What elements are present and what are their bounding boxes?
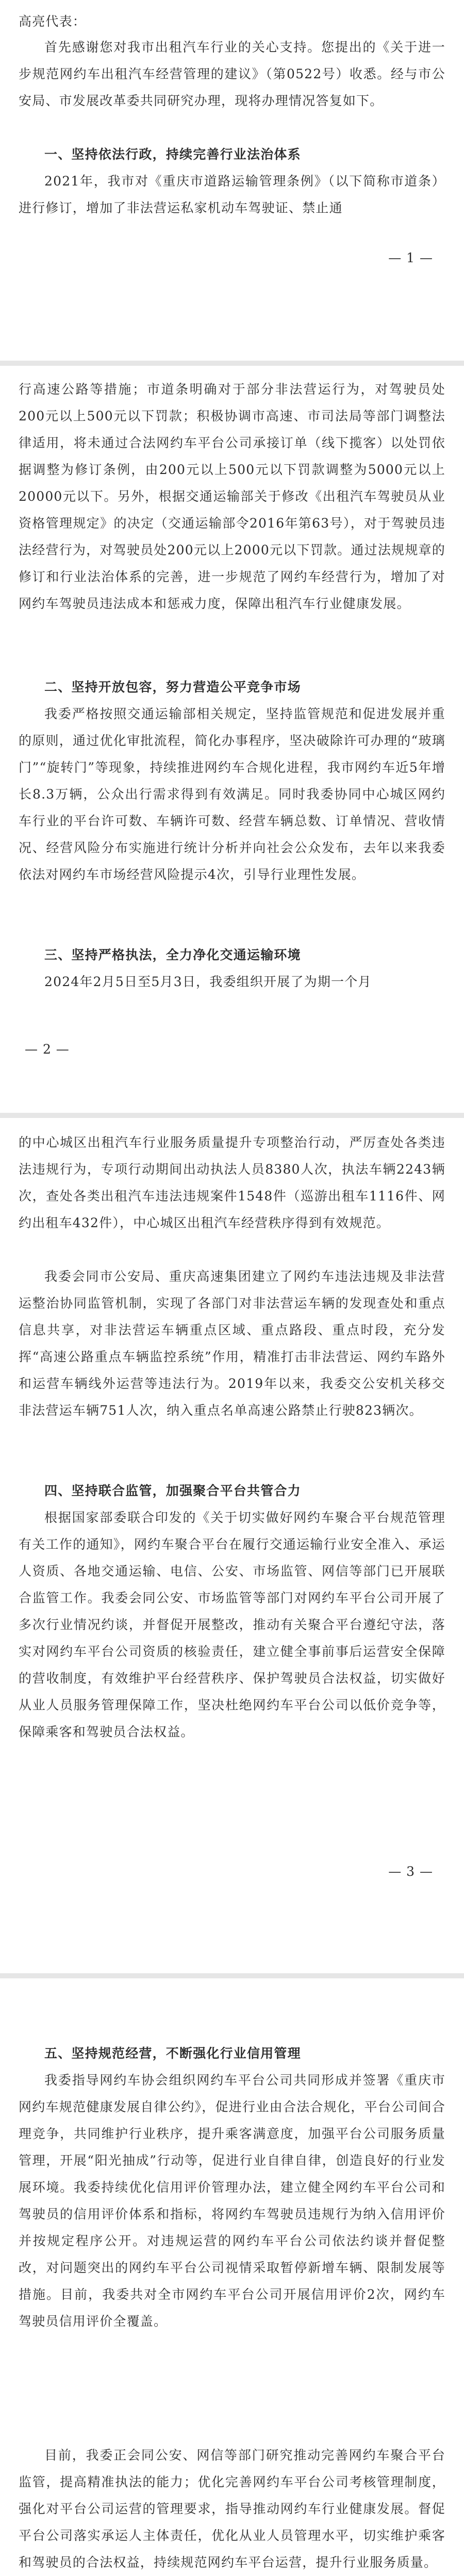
page-number: — 3 — [388, 1864, 433, 1879]
page-3 [0, 1118, 464, 1973]
section-heading-2: 二、坚持开放包容，努力营造公平竞争市场 [44, 680, 301, 694]
paragraph-section-4: 根据国家部委联合印发的《关于切实做好网约车聚合平台规范管理有关工作的通知》，网约车聚合平台在履行交通运输行业安全准入、承运人资质、各地交通运输、电信、公安、市场监管、网信等部门已开展联合监管工作。我委会同公安、市场监管等部门对网约车平台公司开展了多次行业情况约谈，并督促开展整改，推动有关聚合平台遵纪守法，落实对网约车平台公司资质的核验责任，建立健全事前事后运营安全保障的营收制度，有效维护平台经营秩序、保护驾驶员合法权益，切实做好从业人员服务管理保障工作，坚决杜绝网约车平台公司以低价竞争等，保障乘客和驾驶员合法权益。 [19, 1510, 445, 1739]
section-heading-3: 三、坚持严格执法，全力净化交通运输环境 [44, 947, 301, 962]
paragraph-section-1-start: 2021年，我市对《重庆市道路运输管理条例》（以下简称市道条）进行修订，增加了非法营运私家机动车驾驶证、禁止通 [19, 174, 445, 215]
section-heading-1: 一、坚持依法行政，持续完善行业法治体系 [44, 147, 301, 162]
page-divider [0, 1973, 464, 1978]
salutation: 高亮代表： [19, 14, 87, 29]
paragraph-joint-enforcement: 我委会同市公安局、重庆高速集团建立了网约车违法违规及非法营运整治协同监管机制，实现了各部门对非法营运车辆的发现查处和重点信息共享，对非法营运车辆重点区域、重点路段、重点时段，充分发挥“高速公路重点车辆监控系统”作用，精准打击非法营运、网约车路外和运营车辆线外运营等违法行为。2019年以来，我委交公安机关移交非法营运车辆751人次，纳入重点名单高速公路禁止行驶823辆次。 [19, 1269, 445, 1418]
section-heading-5: 五、坚持规范经营，不断强化行业信用管理 [44, 2046, 301, 2061]
page-2 [0, 366, 464, 1113]
paragraph-section-3-continued: 的中心城区出租汽车行业服务质量提升专项整治行动，严厉查处各类违法违规行为，专项行动期间出动执法人员8380人次，执法车辆2243辆次，查处各类出租汽车违法违规案件1548件（巡游出租车1116件、网约出租车432件），中心城区出租汽车经营秩序得到有效规范。 [19, 1135, 445, 1230]
paragraph-section-5: 我委指导网约车协会组织网约车平台公司共同形成并签署《重庆市网约车规范健康发展自律公约》，促进行业由合法合规化，平台公司间合理竞争，共同维护行业秩序，提升乘客满意度，加强平台公司服务质量管理，开展“阳光抽成”行动等，促进行业自律自律，创造良好的行业发展环境。我委持续优化信用评价管理办法，建立健全网约车平台公司和驾驶员的信用评价体系和指标，将网约车驾驶员违规行为纳入信用评价并按规定程序公开。对违规运营的网约车平台公司依法约谈并督促整改，对问题突出的网约车平台公司视情采取暂停新增车辆、限制发展等措施。目前，我委共对全市网约车平台公司开展信用评价2次，网约车驾驶员信用评价全覆盖。 [19, 2073, 445, 2329]
intro-paragraph: 首先感谢您对我市出租汽车行业的关心支持。您提出的《关于进一步规范网约车出租汽车经营管理的建议》（第0522号）收悉。经与市公安局、市发展改革委共同研究办理，现将办理情况答复如下。 [19, 40, 445, 108]
paragraph-next-steps: 目前，我委正会同公安、网信等部门研究推动完善网约车聚合平台监管，提高精准执法的能力；优化完善网约车平台公司考核管理制度，强化对平台公司运营的管理要求，指导推动网约车行业健康发展。督促平台公司落实承运人主体责任，优化从业人员管理水平，切实维护乘客和驾驶员的合法权益，持续规范网约车平台运营，提升行业服务质量。 [19, 2448, 445, 2570]
page-4 [0, 1978, 464, 2576]
page-1 [0, 0, 464, 361]
page-divider [0, 1113, 464, 1118]
paragraph-section-1-continued: 行高速公路等措施；市道条明确对于部分非法营运行为，对驾驶员处200元以上500元以下罚款；积极协调市高速、市司法局等部门调整法律适用，将未通过合法网约车平台公司承接订单（线下揽客）以处罚依据调整为修订条例，由200元以上500元以下罚款调整为5000元以上20000元以下。另外，根据交通运输部关于修改《出租汽车驾驶员从业资格管理规定》的决定（交通运输部令2016年第63号），对于驾驶员违法经营行为，对驾驶员处200元以上2000元以下罚款。通过法规规章的修订和行业法治体系的完善，进一步规范了网约车经营行为，增加了对网约车驾驶员违法成本和惩戒力度，保障出租汽车行业健康发展。 [19, 382, 445, 611]
paragraph-section-2: 我委严格按照交通运输部相关规定，坚持监管规范和促进发展并重的原则，通过优化审批流程，简化办事程序，坚决破除许可办理的“玻璃门”“旋转门”等现象，持续推进网约车合规化进程，我市网约车近5年增长8.3万辆，公众出行需求得到有效满足。同时我委协同中心城区网约车行业的平台许可数、车辆许可数、经营车辆总数、订单情况、营收情况、经营风险分布实施进行统计分析并向社会公众发布，去年以来我委依法对网约车市场经营风险提示4次，引导行业理性发展。 [19, 706, 445, 882]
section-heading-4: 四、坚持联合监管，加强聚合平台共管合力 [44, 1483, 301, 1498]
page-number: — 1 — [388, 250, 433, 265]
paragraph-section-3-start: 2024年2月5日至5月3日，我委组织开展了为期一个月 [44, 974, 372, 989]
page-number: — 2 — [25, 1042, 70, 1057]
page-divider [0, 361, 464, 366]
